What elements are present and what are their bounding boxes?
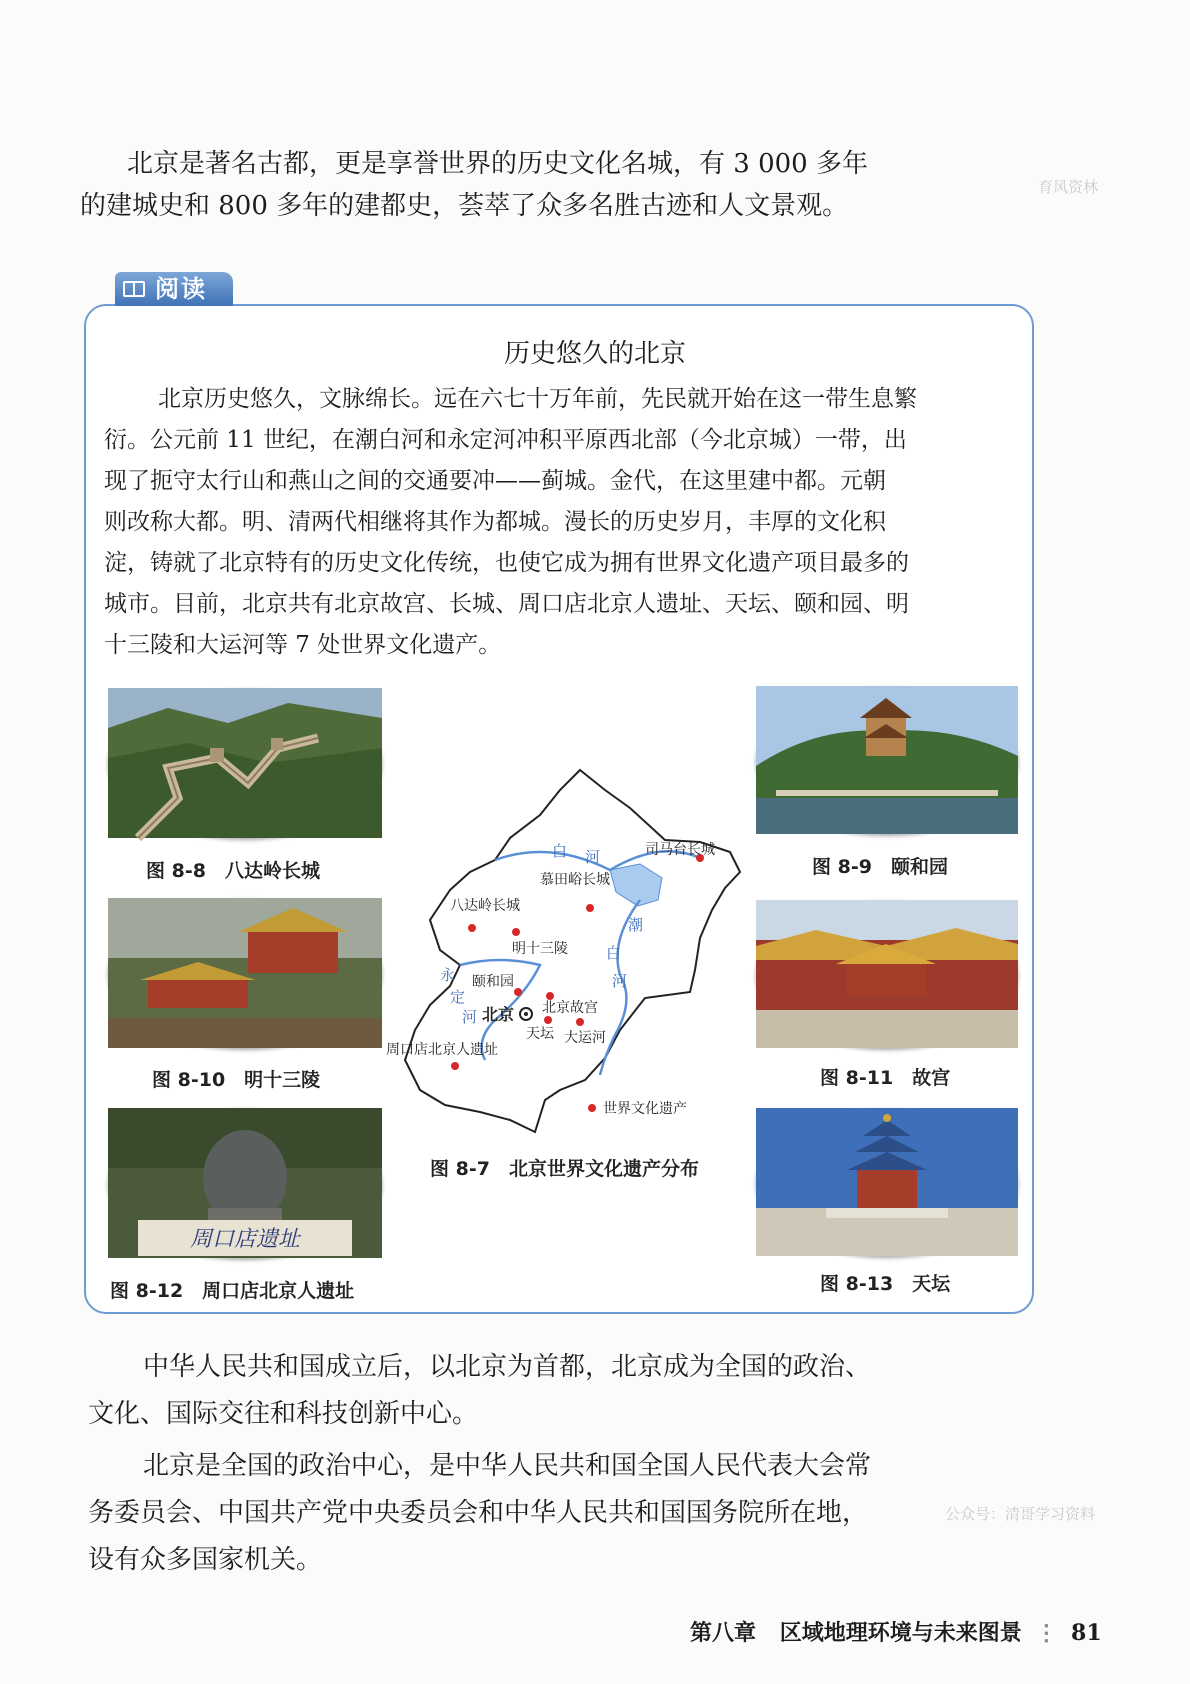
site-marker-mutianyu [586,904,594,912]
book-icon [123,281,145,297]
page-number: 81 [1071,1620,1102,1646]
map-label-yongding-2: 定 [450,988,466,1006]
reading-line-1: 北京历史悠久，文脉绵长。远在六七十万年前，先民就开始在这一带生息繁 [158,386,917,412]
photo-summer-palace [756,686,1018,834]
reading-tab-label: 阅读 [155,275,207,303]
map-label-simatai: 司马台长城 [645,842,715,858]
footer-chapter-title: 区域地理环境与未来图景 [779,1620,1022,1646]
map-label-summer-palace: 颐和园 [472,974,514,990]
map-label-forbidden-city: 北京故宫 [542,1000,598,1016]
map-label-badaling: 八达岭长城 [450,898,520,914]
beijing-border [405,770,740,1132]
reading-line-4: 则改称大都。明、清两代相继将其作为都城。漫长的历史岁月，丰厚的文化积 [104,509,886,535]
capital-marker-dot [524,1012,528,1016]
map-label-yongding-1: 永 [440,966,456,984]
photo-temple-of-heaven [756,1108,1018,1256]
outro-p1-line-1: 中华人民共和国成立后，以北京为首都，北京成为全国的政治、 [143,1352,872,1382]
reading-tab [115,272,233,306]
legend-marker [588,1104,596,1112]
zhoukoudian-sign-text: 周口店遗址 [189,1227,301,1252]
site-marker-zhoukoudian [451,1062,459,1070]
map-label-temple-heaven: 天坛 [526,1026,554,1042]
watermark-top: 育风资林 [1038,178,1099,196]
intro-line-1: 北京是著名古都，更是享誉世界的历史文化名城，有 3 000 多年 [127,149,868,179]
outro-p2-line-1: 北京是全国的政治中心，是中华人民共和国全国人民代表大会常 [143,1451,872,1481]
beijing-heritage-map [386,760,760,1132]
map-label-bai-2: 河 [585,848,601,866]
site-marker-forbidden-city [546,992,554,1000]
caption-fig8-12: 图 8-12 周口店北京人遗址 [110,1280,355,1302]
site-marker-grand-canal [576,1018,584,1026]
photo-zhoukoudian [108,1108,382,1258]
caption-fig8-13: 图 8-13 天坛 [820,1273,951,1295]
reading-title: 历史悠久的北京 [503,339,686,369]
reading-line-6: 城市。目前，北京共有北京故宫、长城、周口店北京人遗址、天坛、颐和园、明 [104,591,909,617]
map-label-chaobai-1: 潮 [628,916,644,934]
caption-fig8-7: 图 8-7 北京世界文化遗产分布 [430,1158,699,1180]
outro-p2-line-3: 设有众多国家机关。 [88,1545,323,1575]
intro-line-2: 的建城史和 800 多年的建都史，荟萃了众多名胜古迹和人文景观。 [80,191,849,221]
reading-line-3: 现了扼守太行山和燕山之间的交通要冲——蓟城。金代，在这里建中都。元朝 [104,468,886,494]
photo-badaling [108,688,382,838]
reading-line-7: 十三陵和大运河等 7 处世界文化遗产。 [104,632,502,658]
caption-fig8-8: 图 8-8 八达岭长城 [146,860,320,882]
map-label-beijing: 北京 [482,1005,515,1024]
watermark-mid: 公众号：清哥学习资料 [945,1505,1096,1523]
site-marker-ming13 [512,928,520,936]
caption-fig8-10: 图 8-10 明十三陵 [152,1069,321,1091]
page-footer [690,1616,1102,1647]
photo-forbidden-city [756,900,1018,1048]
map-label-grand-canal: 大运河 [564,1030,606,1046]
caption-fig8-11: 图 8-11 故宫 [820,1067,951,1089]
map-label-yongding-3: 河 [462,1008,478,1026]
photo-ming-tombs [108,898,382,1048]
caption-fig8-9: 图 8-9 颐和园 [812,856,948,878]
map-label-zhoukoudian: 周口店北京人遗址 [386,1042,498,1058]
footer-separator: ⋮ [1035,1620,1058,1646]
site-marker-badaling [468,924,476,932]
map-label-mutianyu: 慕田峪长城 [540,872,610,888]
map-label-bai-1: 白 [552,842,568,860]
site-marker-summer-palace [514,988,522,996]
outro-p1-line-2: 文化、国际交往和科技创新中心。 [88,1399,479,1429]
outro-p2-line-2: 务委员会、中国共产党中央委员会和中华人民共和国国务院所在地， [88,1498,869,1528]
footer-chapter: 第八章 [690,1620,757,1646]
map-label-chaobai-2: 白 [606,944,622,962]
site-marker-temple-heaven [544,1016,552,1024]
reading-line-2: 衍。公元前 11 世纪，在潮白河和永定河冲积平原西北部（今北京城）一带，出 [104,427,907,453]
reading-line-5: 淀，铸就了北京特有的历史文化传统，也使它成为拥有世界文化遗产项目最多的 [104,550,909,576]
map-label-chaobai-3: 河 [612,972,628,990]
map-label-ming13: 明十三陵 [512,941,568,957]
map-legend-label: 世界文化遗产 [603,1101,687,1117]
